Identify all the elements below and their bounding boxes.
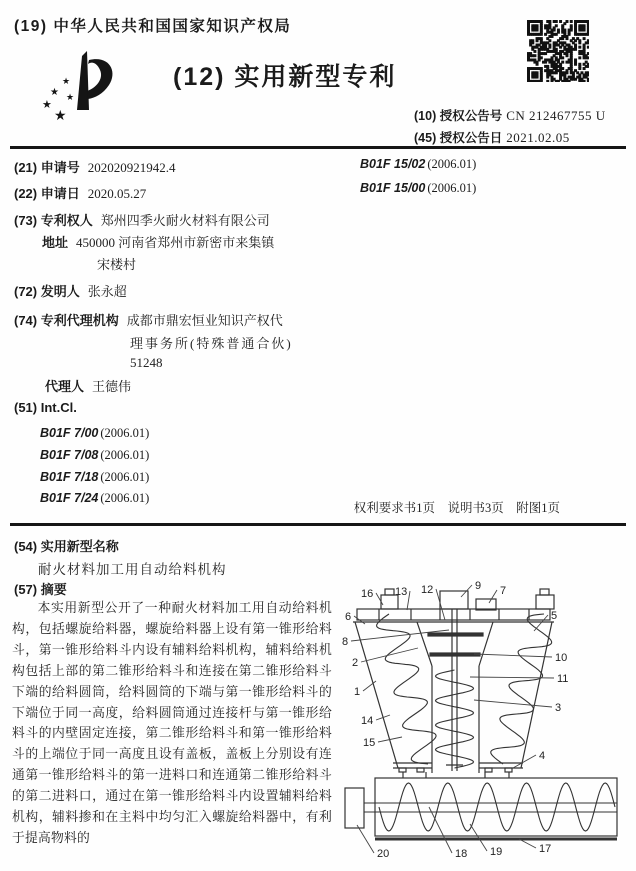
inventor-value: 张永超	[87, 284, 127, 299]
abstract-text: 本实用新型公开了一种耐火材料加工用自动给料机构，包括螺旋给料器，螺旋给料器上设有第一锥形给料斗，第一锥形给料斗内设有辅料给料机构，辅料给料机构包括上部的第二锥形给料斗和连接在第二锥形给料斗下端的给料圆筒，给料圆筒的下端与第一锥形给料斗的下端位于同一高度，给料圆筒通过连接杆与第一锥形给料斗的内壁固定连接，第二锥形给料斗和第一锥形给料斗的上端位于同一高度且设有盖板，盖板上分别设有连通第一锥形给料斗的第一进料口和连通第二锥形给料斗的第二进料口，通过在第一锥形给料斗内设置辅料给料机构，辅料掺和在主料中均匀汇入螺旋给料器中，有利于提高物料的	[12, 601, 332, 845]
svg-text:4: 4	[539, 750, 546, 762]
intcl-item: B01F 7/08 (2006.01)	[40, 448, 150, 462]
utility-model-name-label: (54) 实用新型名称	[14, 539, 119, 554]
application-date-row	[14, 183, 146, 202]
svg-text:★: ★	[66, 92, 75, 102]
agency-line1: 成都市鼎宏恒业知识产权代	[126, 313, 283, 328]
svg-text:2: 2	[352, 657, 359, 669]
section-divider-rule	[10, 523, 626, 526]
publication-date-row	[414, 128, 570, 146]
patentee-value: 郑州四季火耐火材料有限公司	[100, 213, 270, 228]
svg-text:★: ★	[50, 87, 59, 98]
svg-text:3: 3	[555, 702, 562, 714]
svg-text:17: 17	[539, 843, 552, 855]
address-line1: 450000 河南省郑州市新密市来集镇	[76, 235, 275, 250]
cnipa-logo	[40, 48, 122, 134]
svg-text:13: 13	[395, 586, 408, 598]
svg-text:8: 8	[342, 636, 349, 648]
svg-text:★: ★	[62, 76, 71, 86]
address-line2: 宋楼村	[97, 257, 137, 272]
svg-text:12: 12	[421, 584, 434, 596]
agency-line3: 51248	[130, 355, 163, 370]
agency-row	[14, 310, 283, 329]
application-date-label: (22) 申请日	[14, 186, 80, 201]
patentee-row	[14, 210, 270, 229]
screw-auger-curves	[377, 614, 615, 831]
svg-text:18: 18	[455, 848, 468, 860]
address-row	[42, 232, 274, 251]
svg-text:6: 6	[345, 611, 352, 623]
intcl-item: B01F 7/18 (2006.01)	[40, 470, 150, 484]
svg-text:5: 5	[551, 610, 558, 622]
document-type-title: (12) 实用新型专利	[173, 63, 397, 91]
agency-label: (74) 专利代理机构	[14, 313, 119, 328]
svg-text:9: 9	[475, 580, 482, 592]
svg-text:7: 7	[500, 585, 507, 597]
patentee-label: (73) 专利权人	[14, 213, 93, 228]
intcl-item: B01F 15/02 (2006.01)	[360, 157, 477, 171]
svg-text:14: 14	[361, 715, 374, 727]
figure-static-linework	[345, 589, 617, 839]
header-divider-rule	[10, 146, 626, 149]
publication-number-row	[414, 106, 606, 124]
intcl-item: B01F 7/00 (2006.01)	[40, 426, 150, 440]
intcl-item: B01F 7/24 (2006.01)	[40, 491, 150, 505]
application-number-label: (21) 申请号	[14, 160, 80, 175]
intcl-item: B01F 15/00 (2006.01)	[360, 181, 477, 195]
intcl-label: (51) Int.Cl.	[14, 400, 77, 415]
publication-number-value: CN 212467755 U	[506, 108, 606, 123]
application-number-value: 202020921942.4	[87, 160, 176, 175]
agent-row	[45, 376, 131, 395]
publication-date-label: (45) 授权公告日	[414, 131, 503, 145]
publication-date-value: 2021.02.05	[506, 130, 570, 145]
agent-label: 代理人	[45, 379, 85, 394]
agency-line2: 理事务所(特殊普通合伙)	[130, 336, 293, 351]
svg-text:10: 10	[555, 652, 568, 664]
svg-text:19: 19	[490, 846, 503, 858]
svg-text:20: 20	[377, 848, 390, 860]
svg-text:15: 15	[363, 737, 376, 749]
issuing-office-line: (19) 中华人民共和国国家知识产权局	[14, 18, 292, 35]
qr-code	[527, 20, 589, 82]
address-label: 地址	[42, 235, 69, 250]
svg-text:1: 1	[354, 686, 361, 698]
application-number-row	[14, 157, 175, 176]
pages-summary: 权利要求书1页 说明书3页 附图1页	[353, 501, 560, 515]
svg-text:★: ★	[42, 99, 52, 111]
svg-text:11: 11	[557, 673, 569, 685]
svg-text:16: 16	[361, 588, 374, 600]
agent-value: 王德伟	[92, 379, 132, 394]
patent-figure	[333, 578, 633, 871]
utility-model-name: 耐火材料加工用自动给料机构	[38, 562, 227, 577]
publication-number-label: (10) 授权公告号	[414, 109, 503, 123]
inventor-row	[14, 281, 127, 300]
inventor-label: (72) 发明人	[14, 284, 80, 299]
abstract-label: (57) 摘要	[14, 582, 67, 597]
svg-text:★: ★	[54, 107, 67, 123]
application-date-value: 2020.05.27	[87, 186, 147, 201]
